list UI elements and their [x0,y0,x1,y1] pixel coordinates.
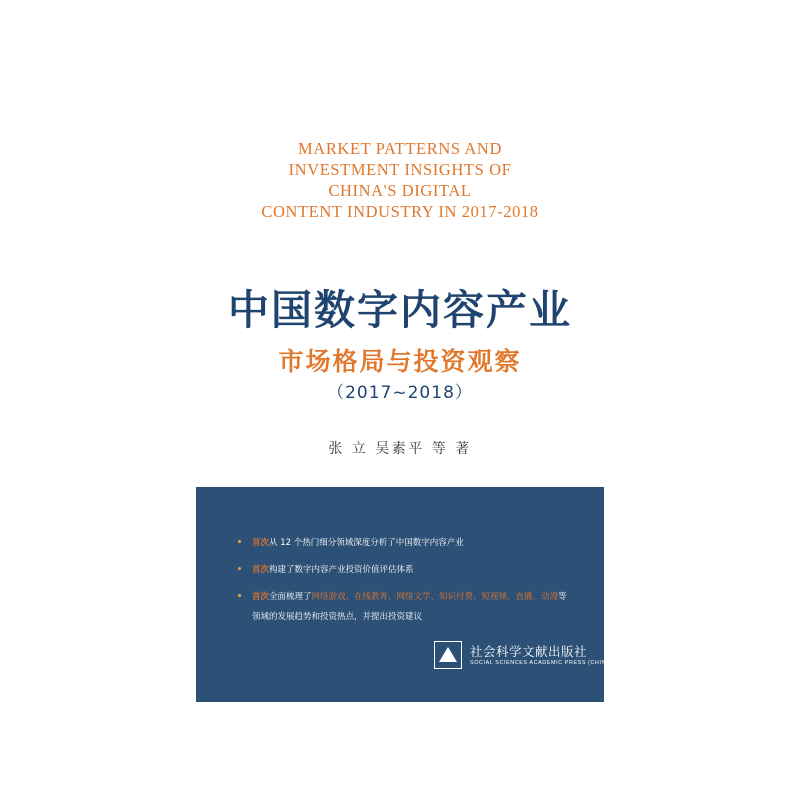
bullet-text-after: 等领域的发展趋势和投资热点，并提出投资建议 [252,592,567,622]
bullet-text: 构建了数字内容产业投资价值评估体系 [269,565,414,575]
english-title-line-2: INVESTMENT INSIGHTS OF [288,160,512,179]
highlights-list [238,533,568,634]
english-title-line-3: CHINA'S DIGITAL [328,181,472,200]
chinese-main-title: 中国数字内容产业 [228,286,572,334]
bullet-emphasis-1: 网络游戏、在线教育、网络文学、知识付费、 [311,592,482,602]
english-title-line-4: CONTENT INDUSTRY IN 2017-2018 [261,202,539,221]
triangle-logo-icon [434,641,462,669]
bullet-emphasis-2: 短视频、直播、动漫 [481,592,559,602]
bullet-text: 从 12 个热门细分领域深度分析了中国数字内容产业 [269,538,464,548]
list-item [238,560,568,580]
bullet-dot-icon [238,567,241,570]
english-title [0,138,800,222]
highlights-panel [196,487,613,702]
bullet-dot-icon [238,540,241,543]
bullet-text-before: 全面梳理了 [269,592,312,602]
publisher-name-cn: 社会科学文献出版社 [470,644,588,659]
year-range: （2017~2018） [327,383,473,403]
authors: 张 立 吴素平 等 著 [328,441,472,457]
bullet-highlight: 首次 [252,565,270,575]
chinese-subtitle: 市场格局与投资观察 [278,347,522,376]
publisher-name-en: SOCIAL SCIENCES ACADEMIC PRESS (CHINA) [470,660,613,666]
list-item [238,587,568,627]
list-item [238,533,568,553]
bullet-highlight: 首次 [252,592,270,602]
publisher-logo [434,639,613,673]
english-title-line-1: MARKET PATTERNS AND [298,139,502,158]
bullet-dot-icon [238,594,241,597]
bullet-highlight: 首次 [252,538,270,548]
